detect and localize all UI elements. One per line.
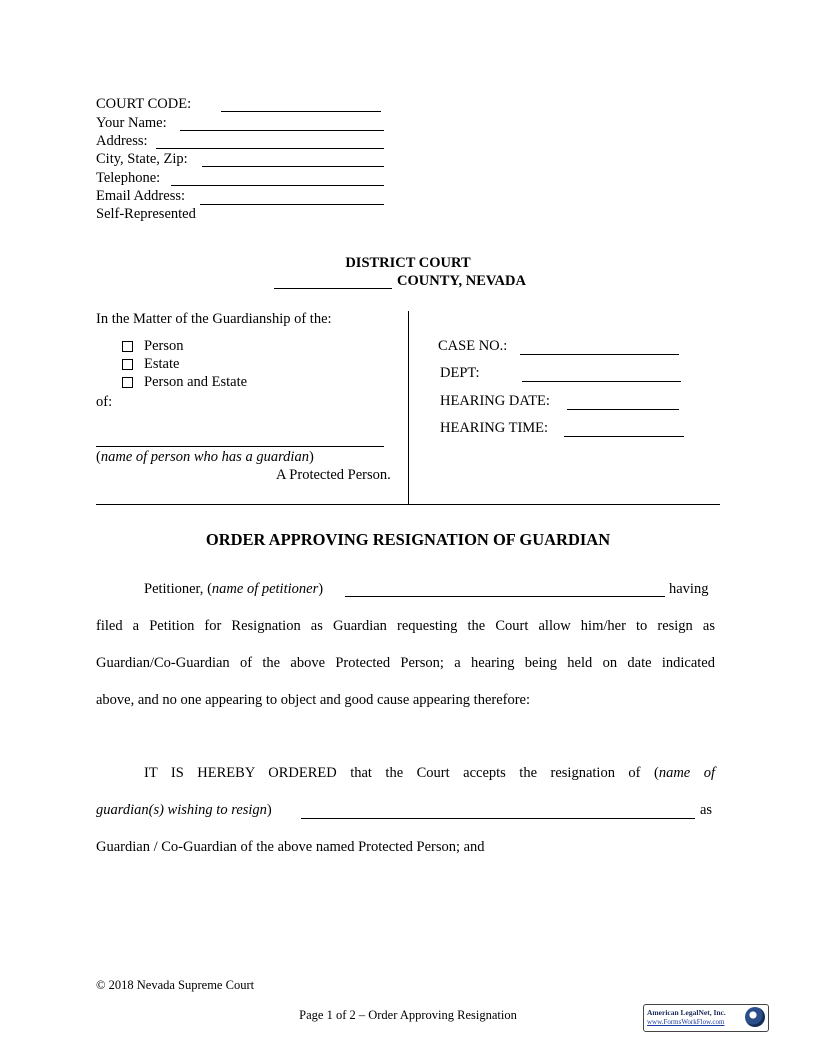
county-field[interactable]	[274, 288, 392, 289]
city-state-zip-field[interactable]	[202, 166, 384, 167]
as-text: as	[700, 802, 713, 818]
case-no-label: CASE NO.:	[438, 338, 508, 354]
your-name-label: Your Name:	[96, 115, 167, 131]
matter-label: In the Matter of the Guardianship of the:	[96, 311, 332, 327]
city-state-zip-label: City, State, Zip:	[96, 151, 188, 167]
person-and-estate-option-label: Person and Estate	[144, 374, 248, 390]
telephone-label: Telephone:	[96, 170, 161, 186]
court-code-field[interactable]	[221, 111, 381, 112]
vendor-badge[interactable]	[643, 1004, 769, 1032]
your-name-field[interactable]	[180, 130, 384, 131]
petitioner-name-field[interactable]	[345, 596, 665, 597]
of-label: of:	[96, 394, 113, 410]
address-label: Address:	[96, 133, 148, 149]
county-label: COUNTY, NEVADA	[397, 273, 526, 289]
estate-checkbox[interactable]	[122, 359, 133, 370]
document-title: ORDER APPROVING RESIGNATION OF GUARDIAN	[205, 530, 611, 549]
petitioner-label: Petitioner, (name of petitioner)	[144, 581, 324, 597]
having-text: having	[669, 581, 709, 597]
person-and-estate-checkbox[interactable]	[122, 377, 133, 388]
protected-person-hint: (name of person who has a guardian)	[96, 449, 314, 465]
case-no-field[interactable]	[520, 354, 679, 355]
hearing-time-label: HEARING TIME:	[440, 420, 549, 436]
dept-label: DEPT:	[440, 365, 480, 381]
vendor-url[interactable]: www.FormsWorkFlow.com	[647, 1018, 725, 1026]
estate-option-label: Estate	[144, 356, 180, 372]
caption-rule	[96, 504, 720, 505]
court-code-label: COURT CODE:	[96, 96, 192, 112]
caption-divider	[408, 311, 409, 504]
hearing-date-field[interactable]	[567, 409, 679, 410]
telephone-field[interactable]	[171, 185, 384, 186]
self-represented-label: Self-Represented	[96, 206, 196, 222]
email-field[interactable]	[200, 204, 384, 205]
paragraph-2-line-3: Guardian / Co-Guardian of the above named Protected Person; and	[96, 839, 485, 855]
copyright: © 2018 Nevada Supreme Court	[96, 978, 255, 992]
guardian-hint: guardian(s) wishing to resign)	[96, 802, 272, 818]
email-label: Email Address:	[96, 188, 186, 204]
person-checkbox[interactable]	[122, 341, 133, 352]
globe-icon	[745, 1007, 765, 1027]
court-name: DISTRICT COURT	[345, 255, 471, 271]
paragraph-1-line-3: Guardian/Co-Guardian of the above Protected Person; a hearing being held on date indicated	[96, 655, 715, 671]
person-option-label: Person	[144, 338, 184, 354]
paragraph-2-line-1: IT IS HEREBY ORDERED that the Court accepts the resignation of (name of	[144, 765, 716, 781]
paragraph-1-line-2: filed a Petition for Resignation as Guardian requesting the Court allow him/her to resign as	[96, 618, 715, 634]
address-field[interactable]	[156, 148, 384, 149]
guardian-name-field[interactable]	[301, 818, 695, 819]
hearing-time-field[interactable]	[564, 436, 684, 437]
protected-person-label: A Protected Person.	[276, 467, 391, 483]
dept-field[interactable]	[522, 381, 681, 382]
page-number: Page 1 of 2 – Order Approving Resignation	[299, 1008, 517, 1022]
protected-person-name-field[interactable]	[96, 446, 384, 447]
paragraph-1-line-4: above, and no one appearing to object and good cause appearing therefore:	[96, 692, 531, 708]
vendor-name: American LegalNet, Inc.	[647, 1008, 726, 1017]
hearing-date-label: HEARING DATE:	[440, 393, 550, 409]
